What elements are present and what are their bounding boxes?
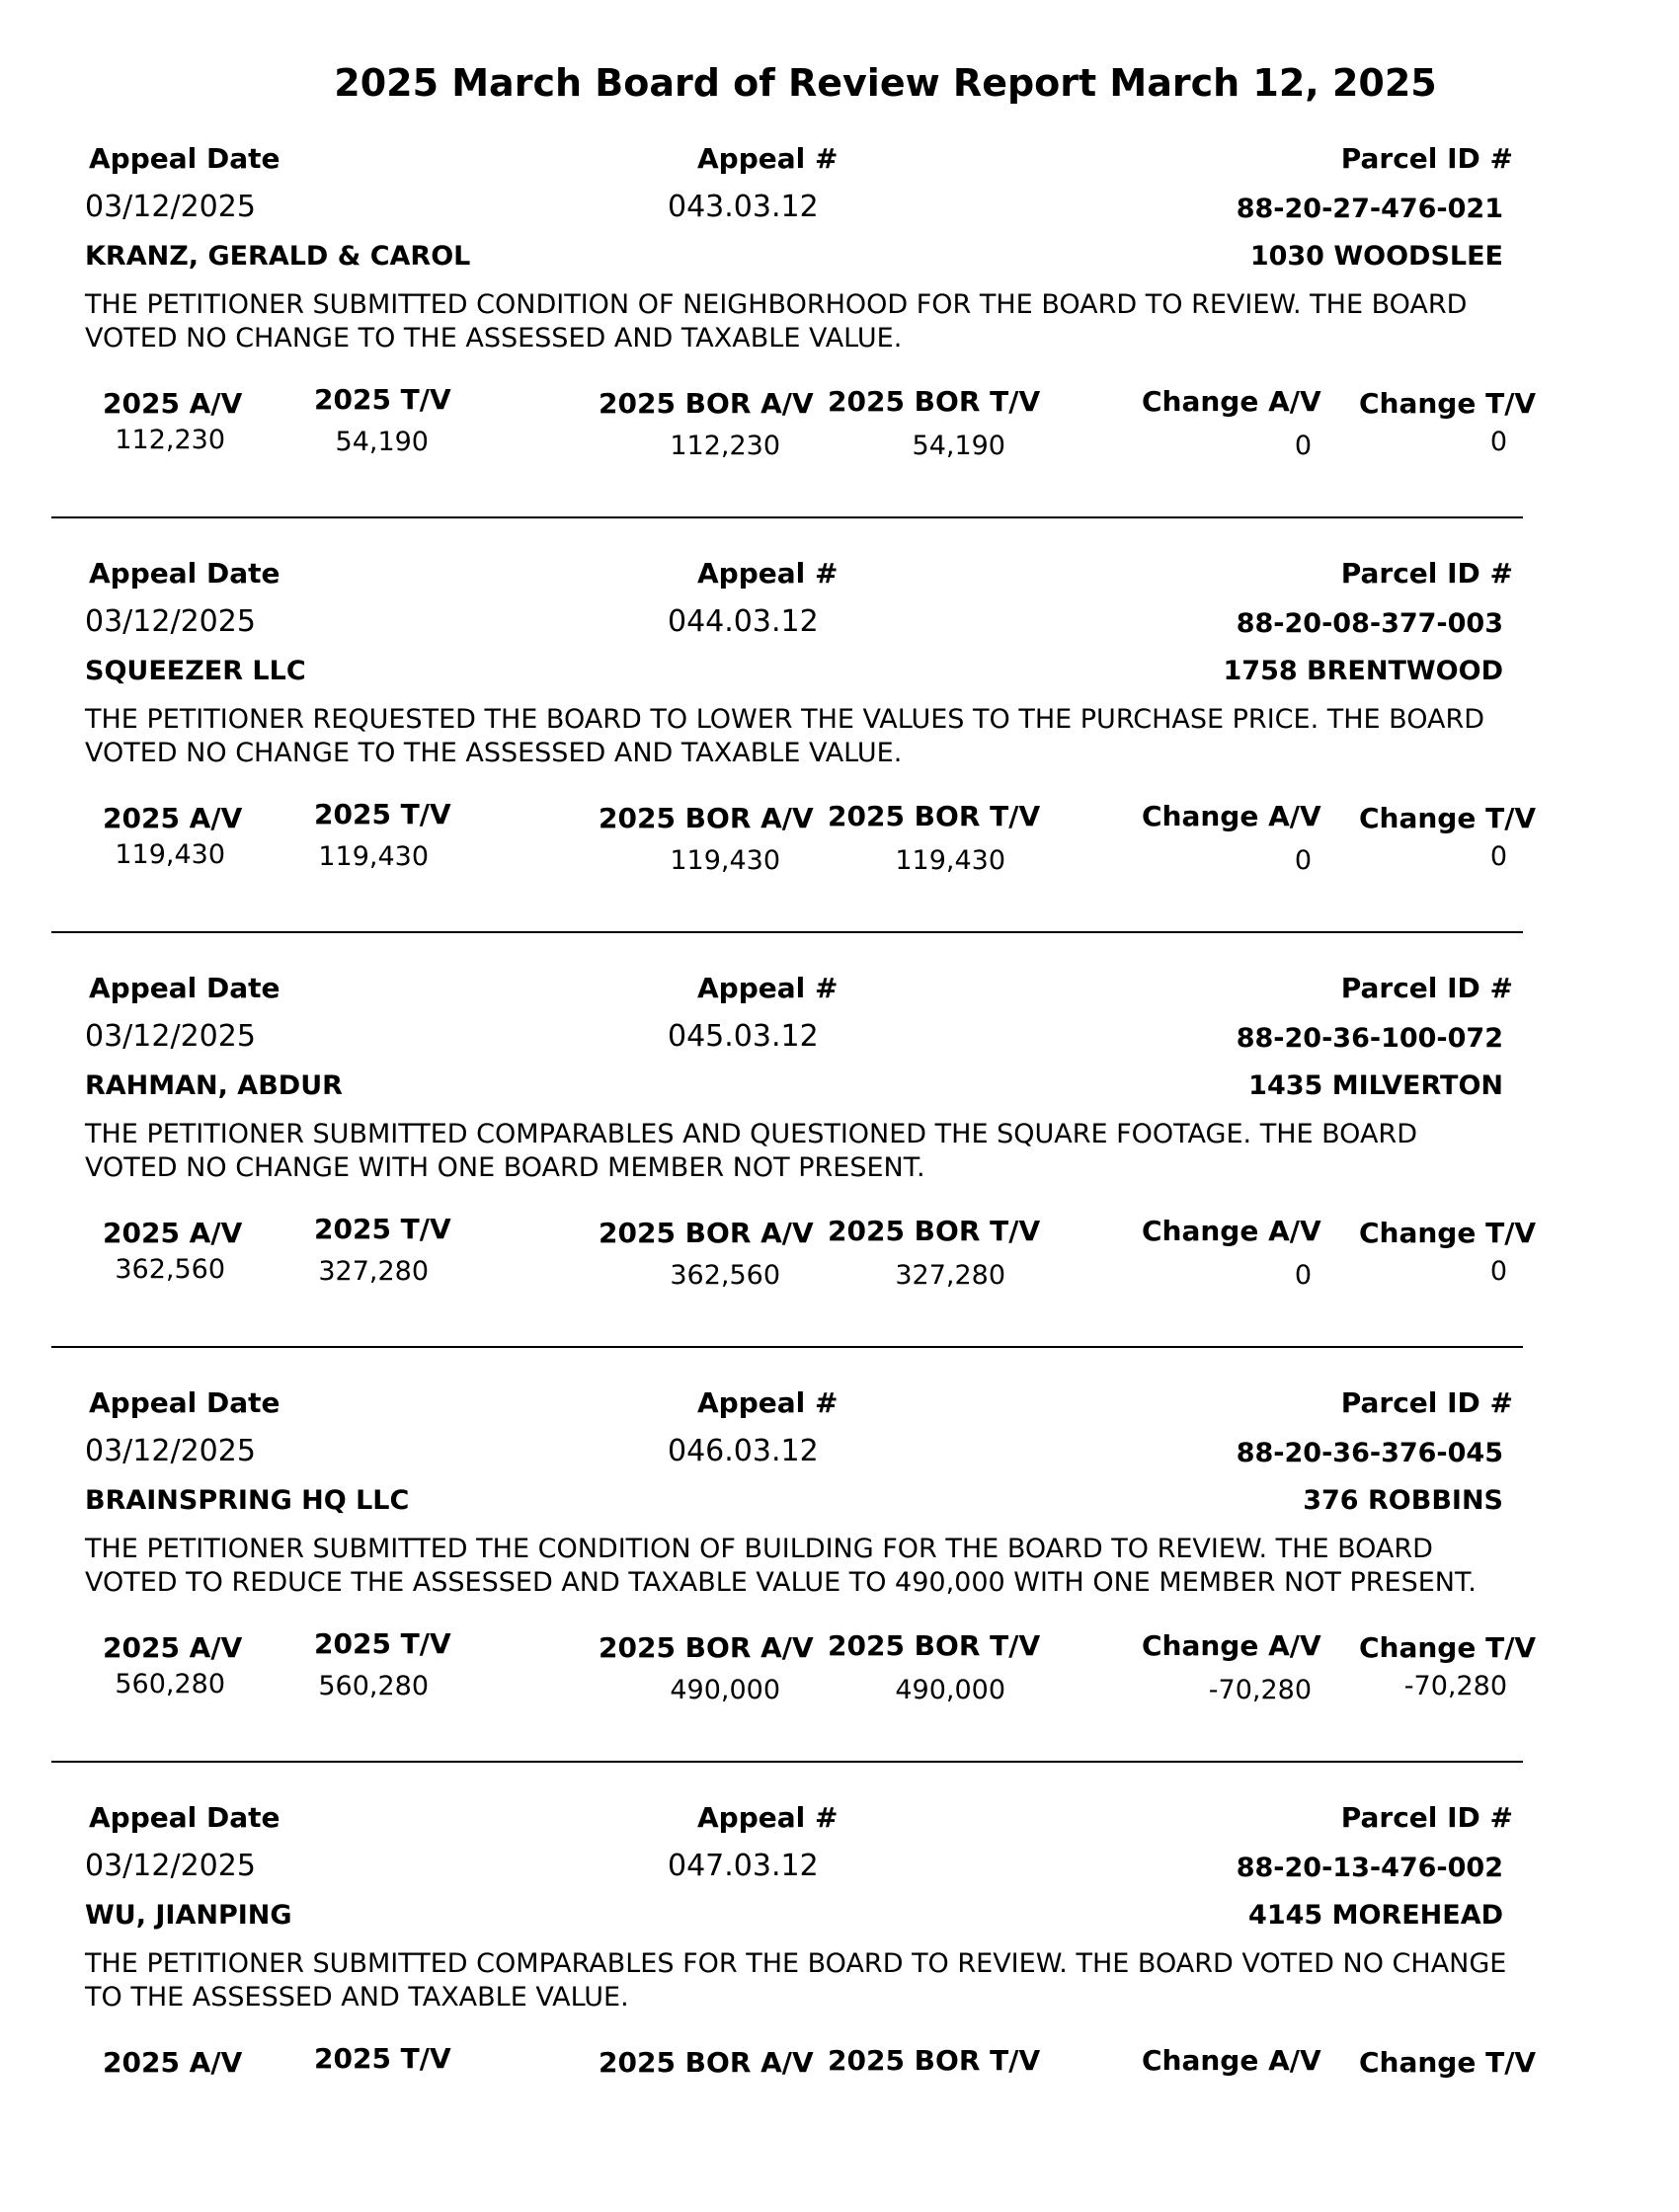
- parcel-id-value: 88-20-13-476-002: [1236, 1853, 1503, 1883]
- bor-tv-value: 327,280: [895, 1260, 1005, 1291]
- change-tv-label: Change T/V: [1359, 2046, 1537, 2079]
- parcel-id-label: Parcel ID #: [1340, 1386, 1513, 1419]
- change-av-label: Change A/V: [1142, 800, 1321, 832]
- bor-tv-value: 54,190: [912, 431, 1005, 461]
- bor-av-value: 490,000: [670, 1675, 780, 1705]
- board-decision-text: THE PETITIONER REQUESTED THE BOARD TO LOWER THE VALUES TO THE PURCHASE PRICE. THE BOARD VOTED NO CHANGE TO THE ASSESSED AND TAXABLE VALUE.: [85, 704, 1485, 768]
- change-av-label: Change A/V: [1142, 1215, 1321, 1247]
- owner-name: KRANZ, GERALD & CAROL: [85, 241, 471, 272]
- board-decision-text: THE PETITIONER SUBMITTED CONDITION OF NEIGHBORHOOD FOR THE BOARD TO REVIEW. THE BOARD VOTED NO CHANGE TO THE ASSESSED AND TAXABLE VALUE.: [85, 289, 1468, 354]
- tv-value: 54,190: [335, 427, 429, 457]
- bor-tv-value: 119,430: [895, 845, 1005, 876]
- av-value: 119,430: [115, 839, 225, 870]
- change-tv-value: 0: [1489, 427, 1507, 457]
- tv-label: 2025 T/V: [314, 383, 451, 416]
- appeal-date-value: 03/12/2025: [85, 1019, 256, 1054]
- appeal-date-label: Appeal Date: [89, 972, 280, 1004]
- av-label: 2025 A/V: [103, 1631, 243, 1664]
- change-tv-label: Change T/V: [1359, 1631, 1537, 1664]
- appeal-number-label: Appeal #: [697, 1801, 839, 1834]
- parcel-id-label: Parcel ID #: [1340, 972, 1513, 1004]
- change-tv-label: Change T/V: [1359, 1217, 1537, 1249]
- board-decision-text: THE PETITIONER SUBMITTED COMPARABLES FOR THE BOARD TO REVIEW. THE BOARD VOTED NO CHANGE TO THE ASSESSED AND TAXABLE VALUE.: [85, 1948, 1507, 2013]
- appeal-number-value: 044.03.12: [668, 604, 819, 639]
- board-decision-text: THE PETITIONER SUBMITTED THE CONDITION OF BUILDING FOR THE BOARD TO REVIEW. THE BOARD VOTED TO REDUCE THE ASSESSED AND TAXABLE VALUE TO 490,000 WITH ONE MEMBER NOT PRESENT.: [85, 1534, 1477, 1598]
- change-av-label: Change A/V: [1142, 1629, 1321, 1662]
- tv-label: 2025 T/V: [314, 798, 451, 830]
- bor-av-label: 2025 BOR A/V: [599, 2046, 814, 2079]
- owner-name: WU, JIANPING: [85, 1900, 292, 1931]
- change-tv-value: 0: [1489, 841, 1507, 872]
- appeal-number-value: 046.03.12: [668, 1434, 819, 1468]
- bor-av-value: 112,230: [670, 431, 780, 461]
- bor-tv-label: 2025 BOR T/V: [828, 1215, 1041, 1247]
- appeal-date-label: Appeal Date: [89, 1801, 280, 1834]
- tv-label: 2025 T/V: [314, 2042, 451, 2075]
- board-decision-text: THE PETITIONER SUBMITTED COMPARABLES AND QUESTIONED THE SQUARE FOOTAGE. THE BOARD VOTED NO CHANGE WITH ONE BOARD MEMBER NOT PRESENT.: [85, 1119, 1417, 1183]
- appeal-number-label: Appeal #: [697, 1386, 839, 1419]
- av-value: 560,280: [115, 1669, 225, 1699]
- av-label: 2025 A/V: [103, 802, 243, 834]
- appeal-record: [0, 968, 1679, 1382]
- bor-tv-label: 2025 BOR T/V: [828, 1629, 1041, 1662]
- change-tv-value: -70,280: [1403, 1671, 1507, 1701]
- bor-tv-label: 2025 BOR T/V: [828, 2044, 1041, 2077]
- bor-av-label: 2025 BOR A/V: [599, 1631, 814, 1664]
- appeal-date-label: Appeal Date: [89, 557, 280, 590]
- tv-value: 560,280: [318, 1671, 429, 1701]
- parcel-id-value: 88-20-36-376-045: [1236, 1438, 1503, 1468]
- change-av-value: -70,280: [1208, 1675, 1312, 1705]
- appeal-number-value: 047.03.12: [668, 1849, 819, 1883]
- record-divider: [51, 1346, 1523, 1348]
- av-label: 2025 A/V: [103, 1217, 243, 1249]
- bor-av-value: 362,560: [670, 1260, 780, 1291]
- parcel-id-label: Parcel ID #: [1340, 1801, 1513, 1834]
- appeal-date-value: 03/12/2025: [85, 190, 256, 224]
- change-av-value: 0: [1294, 1260, 1312, 1291]
- record-divider: [51, 516, 1523, 518]
- appeal-number-label: Appeal #: [697, 972, 839, 1004]
- property-address: 1030 WOODSLEE: [1249, 241, 1503, 272]
- property-address: 376 ROBBINS: [1303, 1485, 1503, 1516]
- appeal-number-value: 043.03.12: [668, 190, 819, 224]
- appeal-date-value: 03/12/2025: [85, 604, 256, 639]
- appeal-date-label: Appeal Date: [89, 142, 280, 175]
- tv-label: 2025 T/V: [314, 1213, 451, 1245]
- av-label: 2025 A/V: [103, 387, 243, 420]
- av-value: 362,560: [115, 1254, 225, 1285]
- bor-av-value: 119,430: [670, 845, 780, 876]
- appeal-date-label: Appeal Date: [89, 1386, 280, 1419]
- record-divider: [51, 931, 1523, 933]
- change-av-value: 0: [1294, 845, 1312, 876]
- appeal-number-label: Appeal #: [697, 557, 839, 590]
- change-tv-value: 0: [1489, 1256, 1507, 1287]
- bor-av-label: 2025 BOR A/V: [599, 802, 814, 834]
- parcel-id-label: Parcel ID #: [1340, 557, 1513, 590]
- appeal-number-value: 045.03.12: [668, 1019, 819, 1054]
- change-av-value: 0: [1294, 431, 1312, 461]
- appeal-record: [0, 1382, 1679, 1797]
- bor-tv-value: 490,000: [895, 1675, 1005, 1705]
- appeal-date-value: 03/12/2025: [85, 1434, 256, 1468]
- parcel-id-label: Parcel ID #: [1340, 142, 1513, 175]
- record-divider: [51, 1761, 1523, 1763]
- appeal-date-value: 03/12/2025: [85, 1849, 256, 1883]
- property-address: 1758 BRENTWOOD: [1223, 656, 1503, 686]
- change-tv-label: Change T/V: [1359, 802, 1537, 834]
- bor-av-label: 2025 BOR A/V: [599, 1217, 814, 1249]
- tv-value: 119,430: [318, 841, 429, 872]
- bor-av-label: 2025 BOR A/V: [599, 387, 814, 420]
- appeal-record: [0, 553, 1679, 968]
- change-av-label: Change A/V: [1142, 2044, 1321, 2077]
- owner-name: SQUEEZER LLC: [85, 656, 306, 686]
- appeal-record: [0, 1797, 1679, 2212]
- change-av-label: Change A/V: [1142, 385, 1321, 418]
- property-address: 4145 MOREHEAD: [1248, 1900, 1503, 1931]
- av-label: 2025 A/V: [103, 2046, 243, 2079]
- appeal-record: [0, 138, 1679, 553]
- av-value: 112,230: [115, 425, 225, 455]
- bor-tv-label: 2025 BOR T/V: [828, 800, 1041, 832]
- owner-name: RAHMAN, ABDUR: [85, 1070, 343, 1101]
- report-title: 2025 March Board of Review Report March 12, 2025: [334, 61, 1437, 105]
- change-tv-label: Change T/V: [1359, 387, 1537, 420]
- parcel-id-value: 88-20-36-100-072: [1236, 1023, 1503, 1054]
- bor-tv-label: 2025 BOR T/V: [828, 385, 1041, 418]
- tv-value: 327,280: [318, 1256, 429, 1287]
- owner-name: BRAINSPRING HQ LLC: [85, 1485, 410, 1516]
- appeal-number-label: Appeal #: [697, 142, 839, 175]
- tv-label: 2025 T/V: [314, 1627, 451, 1660]
- parcel-id-value: 88-20-08-377-003: [1236, 608, 1503, 639]
- parcel-id-value: 88-20-27-476-021: [1236, 194, 1503, 224]
- property-address: 1435 MILVERTON: [1248, 1070, 1503, 1101]
